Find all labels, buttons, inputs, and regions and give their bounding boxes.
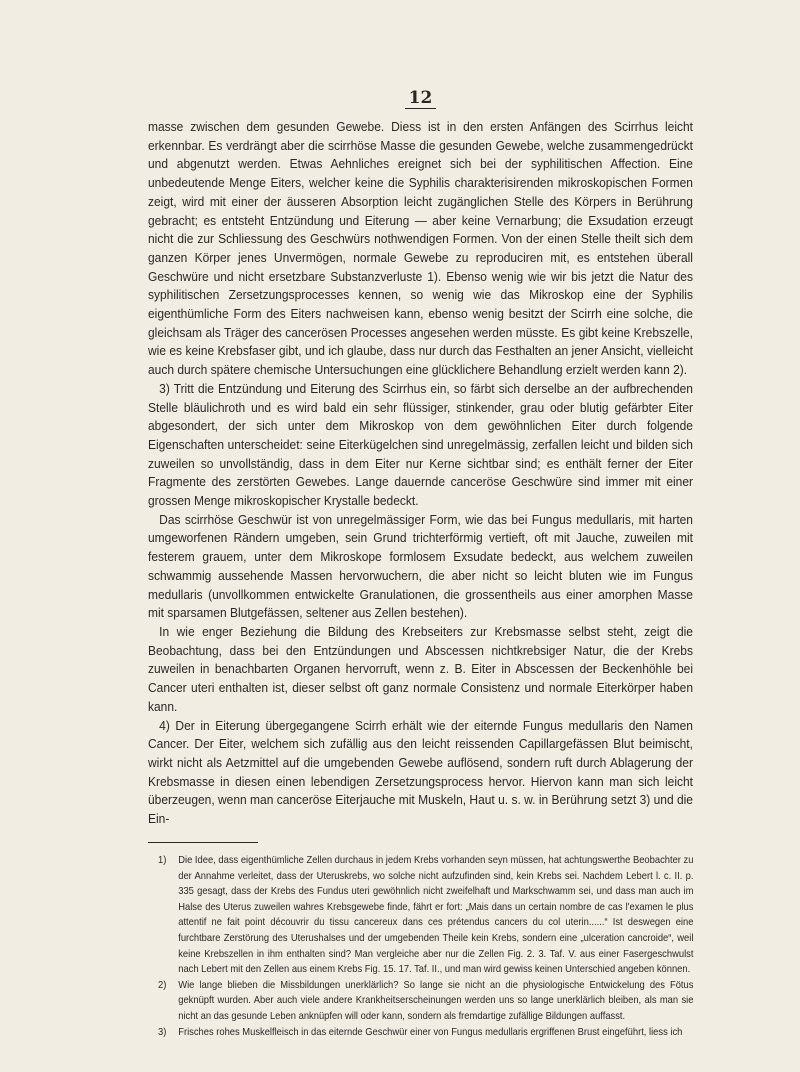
- paragraph-1: masse zwischen dem gesunden Gewebe. Diess ist in den ersten Anfängen des Scirrhus leicht erkennbar. Es verdrängt aber die scirrhöse Masse die gesunden Gewebe, welche zusammengedrückt und abgenutzt werden. Etwas Aehnliches ereignet sich bei der syphilitischen Affection. Eine unbedeutende Menge Eiters, welcher keine die Syphilis charakterisirenden mikroskopischen Formen zeigt, wird mit einer der äusseren Absorption leicht zugänglichen Stelle des Körpers in Berührung gebracht; es entsteht Entzündung und Eiterung — aber keine Vernarbung; die Exsudation erzeugt nicht die zur Schliessung des Geschwürs nothwendigen Formen. Von der einen Stelle theilt sich dem ganzen Körper jenes Unvermögen, normale Gewebe zu reproduciren mit, es entstehen überall Geschwüre und nicht ersetzbare Substanzverluste 1). Ebenso wenig wie wir bis jetzt die Natur des syphilitischen Zersetzungsprocesses kennen, so wenig wie das Mikroskop eine der Syphilis eigenthümliche Form des Eiters nachweisen kann, ebenso wenig besitzt der Scirrh eine solche, die gleichsam als Träger des cancerösen Processes angesehen werden müsste. Es gibt keine Krebszelle, wie es keine Krebsfaser gibt, und ich glaube, dass nur durch das Festhalten an jener Ansicht, vielleicht auch durch spätere chemische Untersuchungen eine glücklichere Behandlung erzielt werden kann 2).: [148, 119, 693, 378]
- main-text: [148, 118, 693, 829]
- page-text-block: [148, 88, 693, 829]
- paragraph-4: In wie enger Beziehung die Bildung des Krebseiters zur Krebsmasse selbst steht, zeigt die Beobachtung, dass bei den Entzündungen und Abscessen nichtkrebsiger Natur, die der Krebs zuweilen in benachbarten Organen hervorruft, wenn z. B. Eiter in Abscessen der Beckenhöhle bei Cancer uteri enthalten ist, dieser selbst oft ganz normale Consistenz und normale Eiterkörper haben kann.: [148, 623, 693, 714]
- footnote-1: 1) Die Idee, dass eigenthümliche Zellen durchaus in jedem Krebs vorhanden seyn müssen, hat achtungswerthe Beobachter zu der Annahme verleitet, dass der Uteruskrebs, wo solche nicht aufzufinden sind, kein Krebs sei. Nachdem Lebert l. c. II. p. 335 gesagt, dass der Krebs des Fundus uteri gewöhnlich nicht zweifelhaft und Markschwamm sei, und dass man auch im Halse des Uterus zuweilen wahres Krebsgewebe finde, fährt er fort: „Mais dans un certain nombre de cas l'examen le plus attentif ne fait point découvrir du tissu cancereux dans ces prétendus cancers du col uterin......“ Ist deswegen eine furchtbare Zerstörung des Uterushalses und der umgebenden Theile kein Krebs, sondern eine „ulceration cancroide“, weil keine Krebszellen in ihm enthalten sind? Man vergleiche aber nur die Zellen Fig. 2. 3. Taf. V. aus einer Fasergeschwulst nach Lebert mit den Zellen aus einem Krebs Fig. 15. 17. Taf. II., und man wird gewiss keinen Unterschied angeben können.: [158, 855, 694, 976]
- footnote-2: 2) Wie lange blieben die Missbildungen unerklärlich? So lange sie nicht an die physiologische Entwickelung des Fötus geknüpft wurden. Aber auch viele andere Krankheitserscheinungen werden uns so lange unerklärlich bleiben, als man sie nicht an das gesunde Leben anknüpfen will oder kann, sondern als fremdartige zufällige Bildungen auffasst.: [158, 979, 694, 1022]
- paragraph-5: 4) Der in Eiterung übergegangene Scirrh erhält wie der eiternde Fungus medullaris den Namen Cancer. Der Eiter, welchem sich zufällig aus den leicht reissenden Capillargefässen Blut beimischt, wirkt nicht als Aetzmittel auf die umgebenden Gewebe auflösend, sondern ruft durch Ablagerung der Krebsmasse in diesen einen lebendigen Zersetzungsprocess hervor. Hiervon kann man sich leicht überzeugen, wenn man canceröse Eiterjauche mit Muskeln, Haut u. s. w. in Berührung setzt 3) und die Ein-: [148, 717, 693, 827]
- footnote-3: 3) Frisches rohes Muskelfleisch in das eiternde Geschwür einer von Fungus medullaris ergriffenen Brust eingeführt, liess ich: [158, 1026, 683, 1038]
- footnotes: [158, 853, 693, 1040]
- page-number: 12: [148, 88, 693, 108]
- paragraph-3: Das scirrhöse Geschwür ist von unregelmässiger Form, wie das bei Fungus medullaris, mit harten umgeworfenen Rändern umgeben, sein Grund trichterförmig vertieft, oft mit Jauche, zuweilen mit festerem grauem, unter dem Mikroskope formlosem Exsudate bedeckt, aus welchem zuweilen schwammig aussehende Massen hervorwuchern, die aber nicht so leicht bluten wie im Fungus medullaris (unvollkommen entwickelte Granulationen, die grossentheils aus einer amorphen Masse mit sparsamen Blutgefässen, seltener aus Zellen bestehen).: [148, 511, 693, 621]
- paragraph-2: 3) Tritt die Entzündung und Eiterung des Scirrhus ein, so färbt sich derselbe an der aufbrechenden Stelle bläulichroth und es wird bald ein sehr flüssiger, stinkender, grau oder blutig gefärbter Eiter abgesondert, der sich unter dem Mikroskop von dem gewöhnlichen Eiter durch folgende Eigenschaften unterscheidet: seine Eiterkügelchen sind unregelmässig, zerfallen leicht und bilden sich zuweilen so unvollständig, dass in dem Eiter nur Kerne sichtbar sind; es enthält ferner der Eiter Fragmente des zerstörten Gewebes. Lange dauernde canceröse Geschwüre sind immer mit einer grossen Menge mikroskopischer Krystalle bedeckt.: [148, 380, 693, 509]
- footnote-divider: [148, 842, 258, 843]
